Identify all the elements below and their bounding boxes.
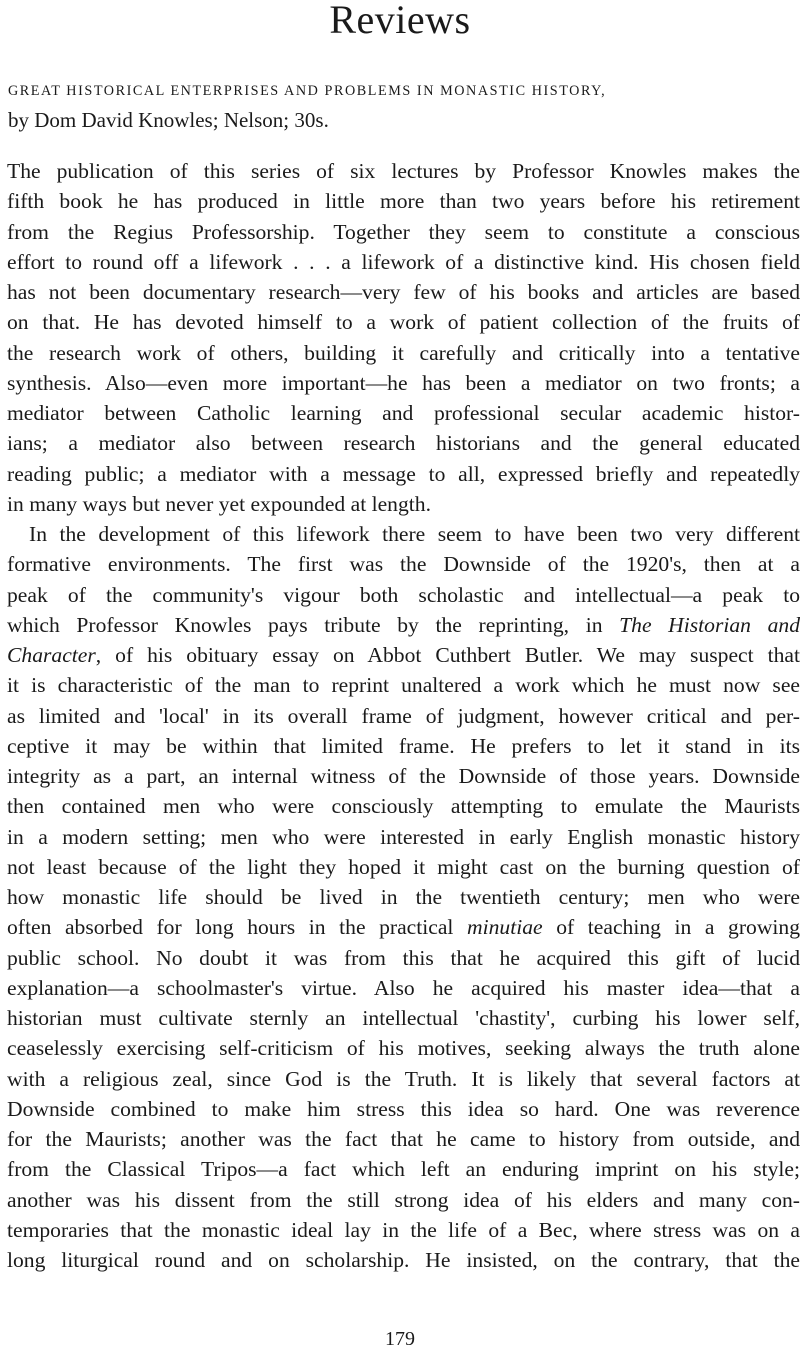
text-line: mediator between Catholic learning and professional secular academic histor- [7,401,800,425]
text-line: formative environments. The first was the Downside of the 1920's, then at a [7,552,800,577]
review-body [7,156,800,1275]
text-line: from the Classical Tripos—a fact which left an enduring imprint on his style; [7,1157,800,1182]
text-line: in a modern setting; men who were interested in early English monastic history [7,824,800,849]
text-line: In the development of this lifework there seem to have been two very different [29,522,800,546]
text-line: temporaries that the monastic ideal lay in the life of a Bec, where stress was on a [7,1217,800,1242]
italic-term: minutiae [467,915,543,940]
italic-title: The Historian and [619,612,800,637]
text-line: the research work of others, building it carefully and critically into a tentative [7,340,800,365]
text-segment: of teaching in a growing [556,915,800,940]
text-line: effort to round off a lifework . . . a lifework of a distinctive kind. His chosen field [7,249,800,274]
text-line: it is characteristic of the man to reprint unaltered a work which he must now see [7,673,800,698]
text-line: from the Regius Professorship. Together they seem to constitute a conscious [7,219,800,244]
text-line: not least because of the light they hoped it might cast on the burning question of [7,854,800,879]
text-line: historian must cultivate sternly an intellectual 'chastity', curbing his lower self, [7,1006,800,1030]
text-line: integrity as a part, an internal witness of the Downside of those years. Downside [7,764,800,788]
text-segment: which Professor Knowles pays tribute by the reprinting, in [7,612,603,637]
text-line: for the Maurists; another was the fact that he came to history from outside, and [7,1127,800,1151]
text-line: with a religious zeal, since God is the Truth. It is likely that several factors at [7,1066,800,1091]
text-line: fifth book he has produced in little more than two years before his retirement [7,189,800,214]
italic-title: Character [7,643,96,667]
text-line: as limited and 'local' in its overall frame of judgment, however critical and per- [7,703,800,728]
text-line: how monastic life should be lived in the twentieth century; men who were [7,885,800,909]
text-line: ceaselessly exercising self-criticism of his motives, seeking always the truth alone [7,1036,800,1061]
text-line: reading public; a mediator with a message to all, expressed briefly and repeatedly [7,461,800,486]
text-segment: , of his obituary essay on Abbot Cuthbert Butler. We may suspect that [95,643,800,667]
text-line: has not been documentary research—very few of his books and articles are based [7,280,800,304]
text-line [7,912,800,942]
book-title: GREAT HISTORICAL ENTERPRISES AND PROBLEMS IN MONASTIC HISTORY, [8,83,607,99]
text-line [7,640,800,670]
text-line: The publication of this series of six lectures by Professor Knowles makes the [7,159,800,183]
text-line: another was his dissent from the still strong idea of his elders and many con- [7,1187,800,1212]
text-line: then contained men who were consciously attempting to emulate the Maurists [7,794,800,819]
text-line: public school. No doubt it was from this that he acquired this gift of lucid [7,945,800,970]
text-line: explanation—a schoolmaster's virtue. Also he acquired his master idea—that a [7,975,800,1000]
page-title: Reviews [329,0,471,42]
text-line: ceptive it may be within that limited frame. He prefers to let it stand in its [7,733,800,758]
book-byline: by Dom David Knowles; Nelson; 30s. [8,108,329,132]
text-segment: often absorbed for long hours in the practical [7,915,454,940]
page-number: 179 [385,1328,415,1350]
text-line: ians; a mediator also between research historians and the general educated [7,431,800,456]
text-line: in many ways but never yet expounded at length. [7,491,431,516]
text-line: long liturgical round and on scholarship. He insisted, on the contrary, that the [7,1248,800,1272]
text-line: Downside combined to make him stress this idea so hard. One was reverence [7,1096,800,1121]
text-line: on that. He has devoted himself to a work of patient collection of the fruits of [7,310,800,335]
text-line [7,610,800,640]
text-line: peak of the community's vigour both scholastic and intellectual—a peak to [7,582,800,607]
text-line: synthesis. Also—even more important—he has been a mediator on two fronts; a [7,370,800,395]
